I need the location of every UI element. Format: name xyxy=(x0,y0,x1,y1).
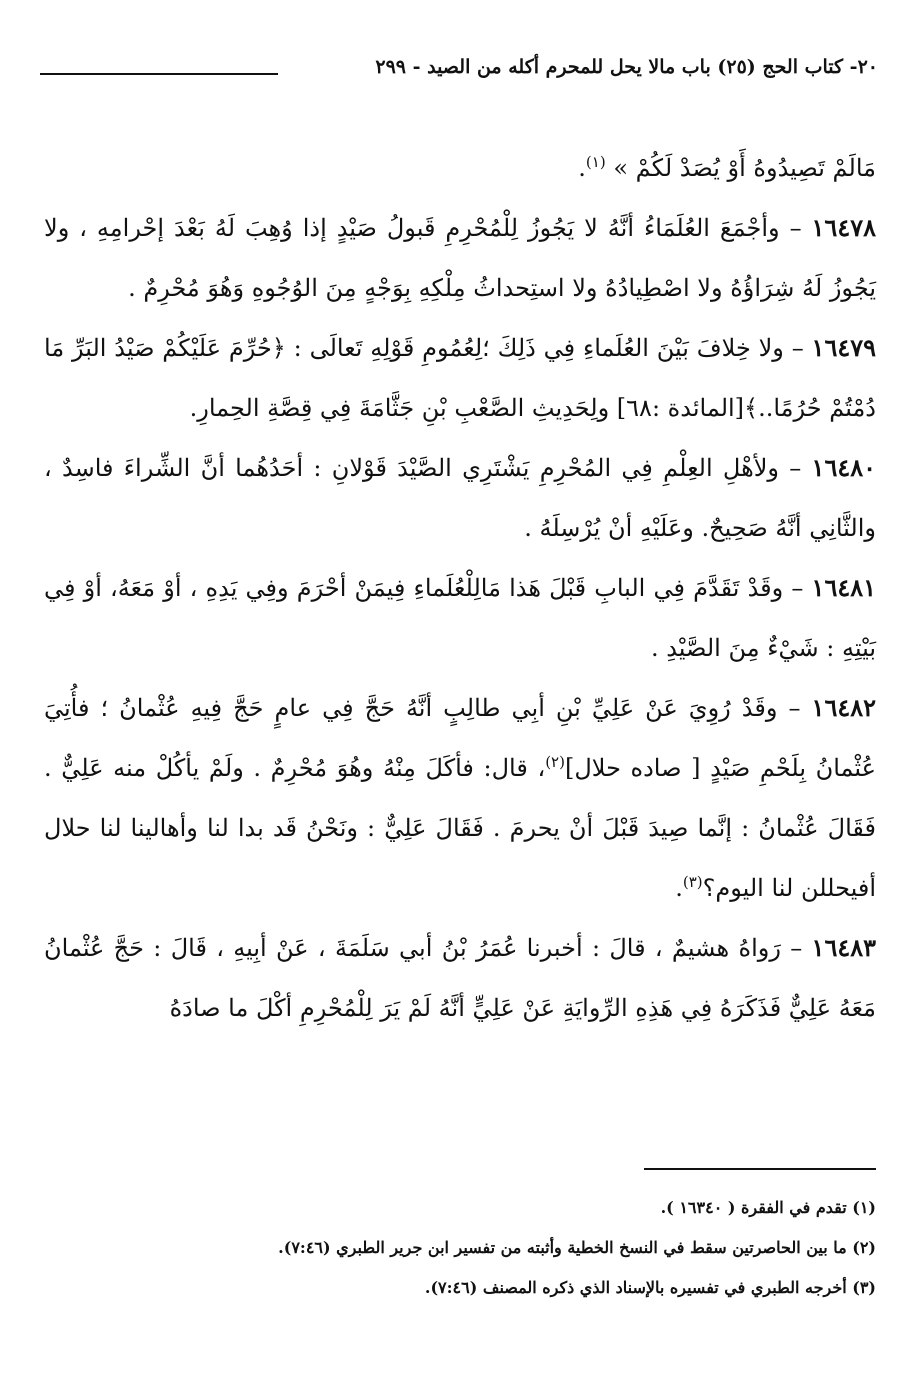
footnote-ref-2: (٢) xyxy=(545,753,565,771)
paragraph-text: – وأجْمَعَ العُلَمَاءُ أنَّهُ لا يَجُوزُ لِلْمُحْرِمِ قَبولُ صَيْدٍ إذا وُهِبَ لَهُ بَعْدَ إحْرامِهِ ، ولا يَجُوزُ لَهُ شِرَاؤُهُ ولا اصْطِيادُهُ ولا استِحداثُ مِلْكِهِ بِوَجْهٍ مِنَ الوُجُوهِ وَهُوَ مُحْرِمٌ . xyxy=(44,214,876,302)
paragraph-16480 xyxy=(44,438,876,558)
paragraph-text: – وقَدْ رُوِيَ عَنْ عَلِيِّ بْنِ أبِي طالِبٍ أنَّهُ حَجَّ فِي عامٍ حَجَّ فِيهِ عُثْمانُ ؛ فأُتِيَ عُثْمانُ بِلَحْمِ صَيْدٍ [ صاده حلال] xyxy=(44,694,876,782)
opening-line-end: . xyxy=(578,154,586,182)
paragraph-text: – وقَدْ تَقَدَّمَ فِي البابِ قَبْلَ هَذا مَالِلْعُلَماءِ فِيمَنْ أحْرَمَ وفِي يَدِهِ ، أوْ مَعَهُ، أوْ فِي بَيْتِهِ : شَيْءٌ مِنَ الصَّيْدِ . xyxy=(44,574,876,662)
main-text xyxy=(44,138,876,1038)
page-header xyxy=(40,56,878,96)
paragraph-text: – ولأهْلِ العِلْمِ فِي المُحْرِمِ يَشْتَرِي الصَّيْدَ قَوْلانِ : أحَدُهُما أنَّ الشِّراءَ فاسِدٌ ، والثَّانِي أنَّهُ صَحِيحٌ. وعَلَيْهِ أنْ يُرْسِلَهُ . xyxy=(44,454,876,542)
footnote-ref-1: (١) xyxy=(585,153,606,171)
opening-line xyxy=(44,138,876,198)
paragraph-number: ١٦٤٨١ xyxy=(811,573,876,602)
paragraph-16479 xyxy=(44,318,876,438)
footnote-3: (٣) أخرجه الطبري في تفسيره بالإسناد الذي ذكره المصنف (٧:٤٦). xyxy=(424,1278,876,1297)
opening-line-text: مَالَمْ تَصِيدُوهُ أَوْ يُصَدْ لَكُمْ » xyxy=(613,154,876,182)
paragraph-text: – ولا خِلافَ بَيْنَ العُلَماءِ فِي ذَلِكَ ؛لِعُمُومِ قَوْلِهِ تَعالَى : ﴿حُرِّمَ عَلَيْكُمْ صَيْدُ البَرِّ مَا دُمْتُمْ حُرُمًا..﴾[المائدة :٦٨] ولِحَدِيثِ الصَّعْبِ بْنِ جَثَّامَةَ فِي قِصَّةِ الحِمارِ. xyxy=(44,334,876,422)
footnote-ref-3: (٣) xyxy=(682,873,703,891)
footnote-1: (١) تقدم في الفقرة ( ١٦٣٤٠ ). xyxy=(660,1198,876,1217)
footnotes xyxy=(46,1188,876,1308)
footnote-2: (٢) ما بين الحاصرتين سقط في النسخ الخطية وأثبته من تفسير ابن جرير الطبري (٧:٤٦). xyxy=(278,1238,876,1257)
paragraph-number: ١٦٤٨٠ xyxy=(811,453,876,482)
paragraph-16483 xyxy=(44,918,876,1038)
header-rule xyxy=(40,73,278,75)
paragraph-number: ١٦٤٧٩ xyxy=(811,333,876,362)
paragraph-text-continued: ، قال: فأكَلَ مِنْهُ وهُوَ مُحْرِمٌ . ولَمْ يأكُلْ منه عَلِيٌّ . فَقَالَ عُثْمانُ : إنَّما صِيدَ قَبْلَ أنْ يحرمَ . فَقَالَ عَلِيٌّ : ونَحْنُ قَد بدا لنا وأهالينا لنا حلال أفيحللن لنا اليوم؟ xyxy=(44,754,876,902)
paragraph-text: – رَواهُ هشيمٌ ، قالَ : أخبرنا عُمَرُ بْنُ أبي سَلَمَةَ ، عَنْ أبِيهِ ، قَالَ : حَجَّ عُثْمانُ مَعَهُ عَلِيٌّ فَذَكَرَهُ فِي هَذِهِ الرِّوايَةِ عَنْ عَلِيٍّ أنَّهُ لَمْ يَرَ لِلْمُحْرِمِ أكْلَ ما صادَهُ xyxy=(44,934,876,1022)
paragraph-text-end: . xyxy=(675,874,683,902)
running-title: ٢٠- كتاب الحج (٢٥) باب مالا يحل للمحرم أكله من الصيد - ٢٩٩ xyxy=(375,56,878,78)
paragraph-number: ١٦٤٧٨ xyxy=(811,213,876,242)
paragraph-number: ١٦٤٨٢ xyxy=(811,693,876,722)
footnote-separator xyxy=(644,1168,876,1170)
paragraph-number: ١٦٤٨٣ xyxy=(811,933,876,962)
paragraph-16481 xyxy=(44,558,876,678)
paragraph-16482 xyxy=(44,678,876,918)
paragraph-16478 xyxy=(44,198,876,318)
